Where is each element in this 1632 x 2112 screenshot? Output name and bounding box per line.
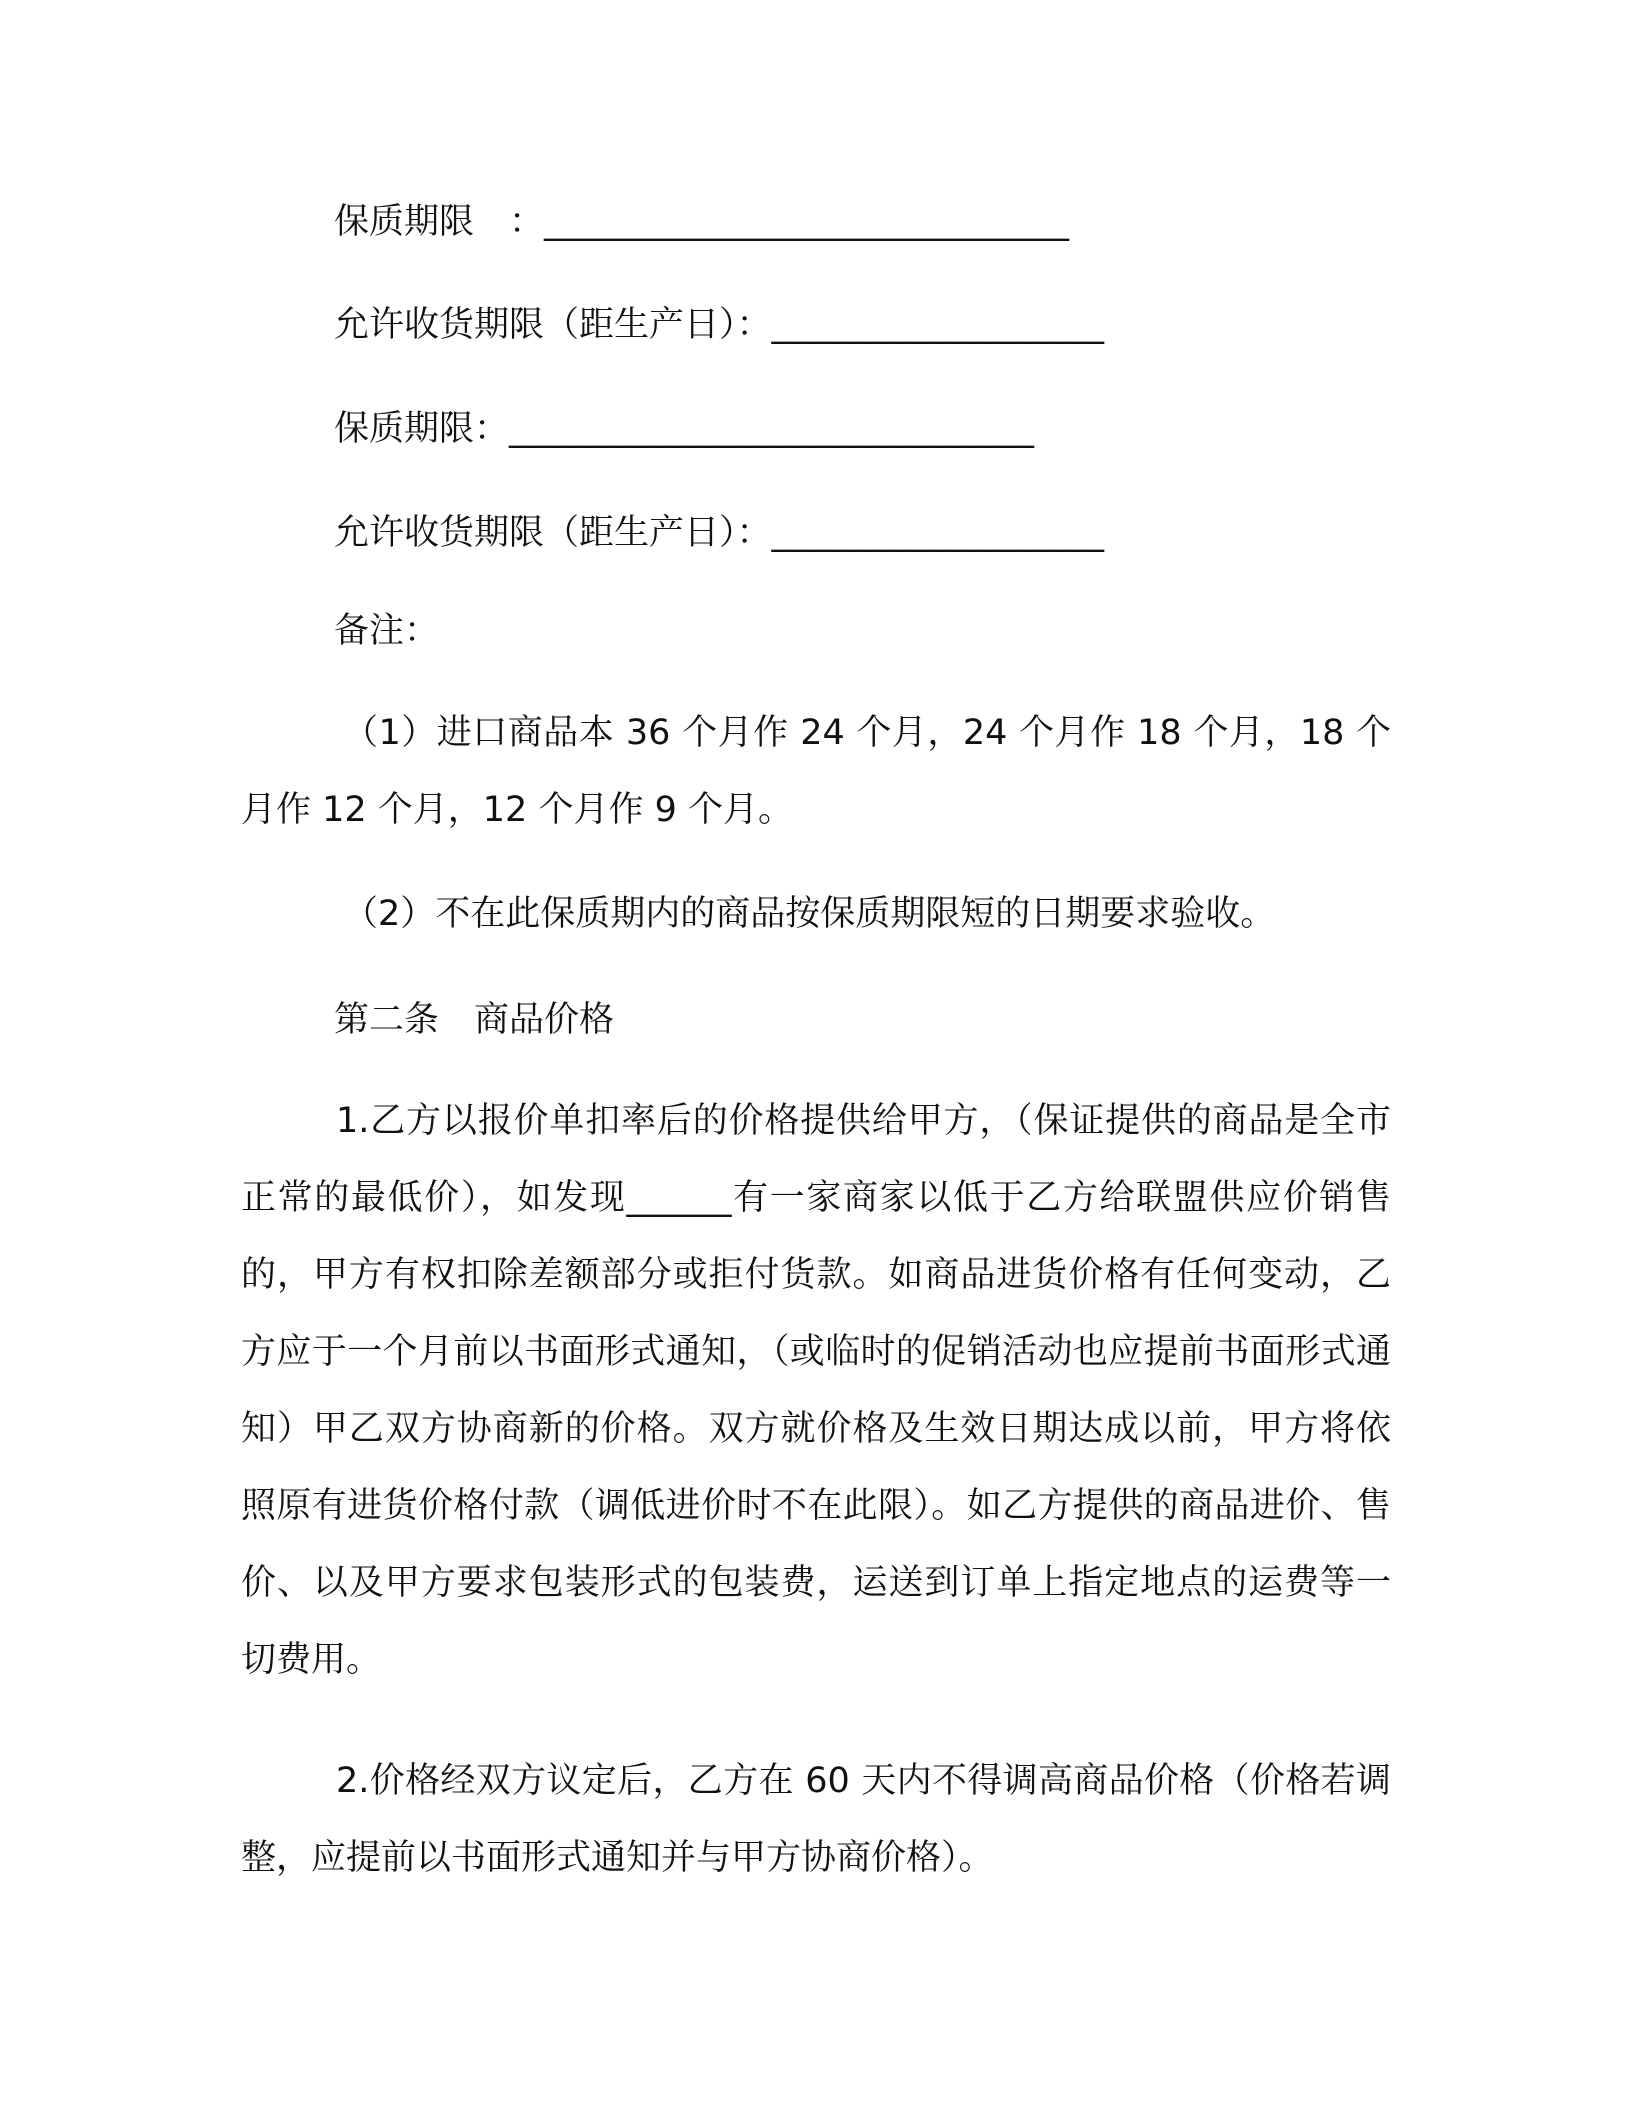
shelf-life-field-1: 保质期限 ：______________________________ xyxy=(334,202,1070,242)
article-2-clause-2: 2.价格经双方议定后，乙方在 60 天内不得调高商品价格（价格若调整，应提前以书面形式通知并与甲方协商价格）。 xyxy=(241,1761,1391,1878)
receive-limit-field-1: 允许收货期限（距生产日）：___________________ xyxy=(334,305,1105,345)
remark-item-1: （1）进口商品本 36 个月作 24 个月，24 个月作 18 个月，18 个月作 12 个月，12 个月作 9 个月。 xyxy=(241,713,1391,830)
article-2-heading: 第二条 商品价格 xyxy=(334,1000,615,1040)
shelf-life-field-2: 保质期限：______________________________ xyxy=(334,409,1035,449)
remarks-title: 备注： xyxy=(334,611,440,651)
article-2-clause-1: 1.乙方以报价单扣率后的价格提供给甲方，（保证提供的商品是全市正常的最低价），如发现______有一家商家以低于乙方给联盟供应价销售的，甲方有权扣除差额部分或拒付货款。如商品进货价格有任何变动，乙方应于一个月前以书面形式通知，（或临时的促销活动也应提前书面形式通知）甲乙双方协商新的价格。双方就价格及生效日期达成以前，甲方将依照原有进货价格付款（调低进价时不在此限）。如乙方提供的商品进价、售价、以及甲方要求包装形式的包装费，运送到订单上指定地点的运费等一切费用。 xyxy=(241,1101,1391,1680)
remark-item-2: （2）不在此保质期内的商品按保质期限短的日期要求验收。 xyxy=(343,894,1276,934)
receive-limit-field-2: 允许收货期限（距生产日）：___________________ xyxy=(334,513,1105,553)
